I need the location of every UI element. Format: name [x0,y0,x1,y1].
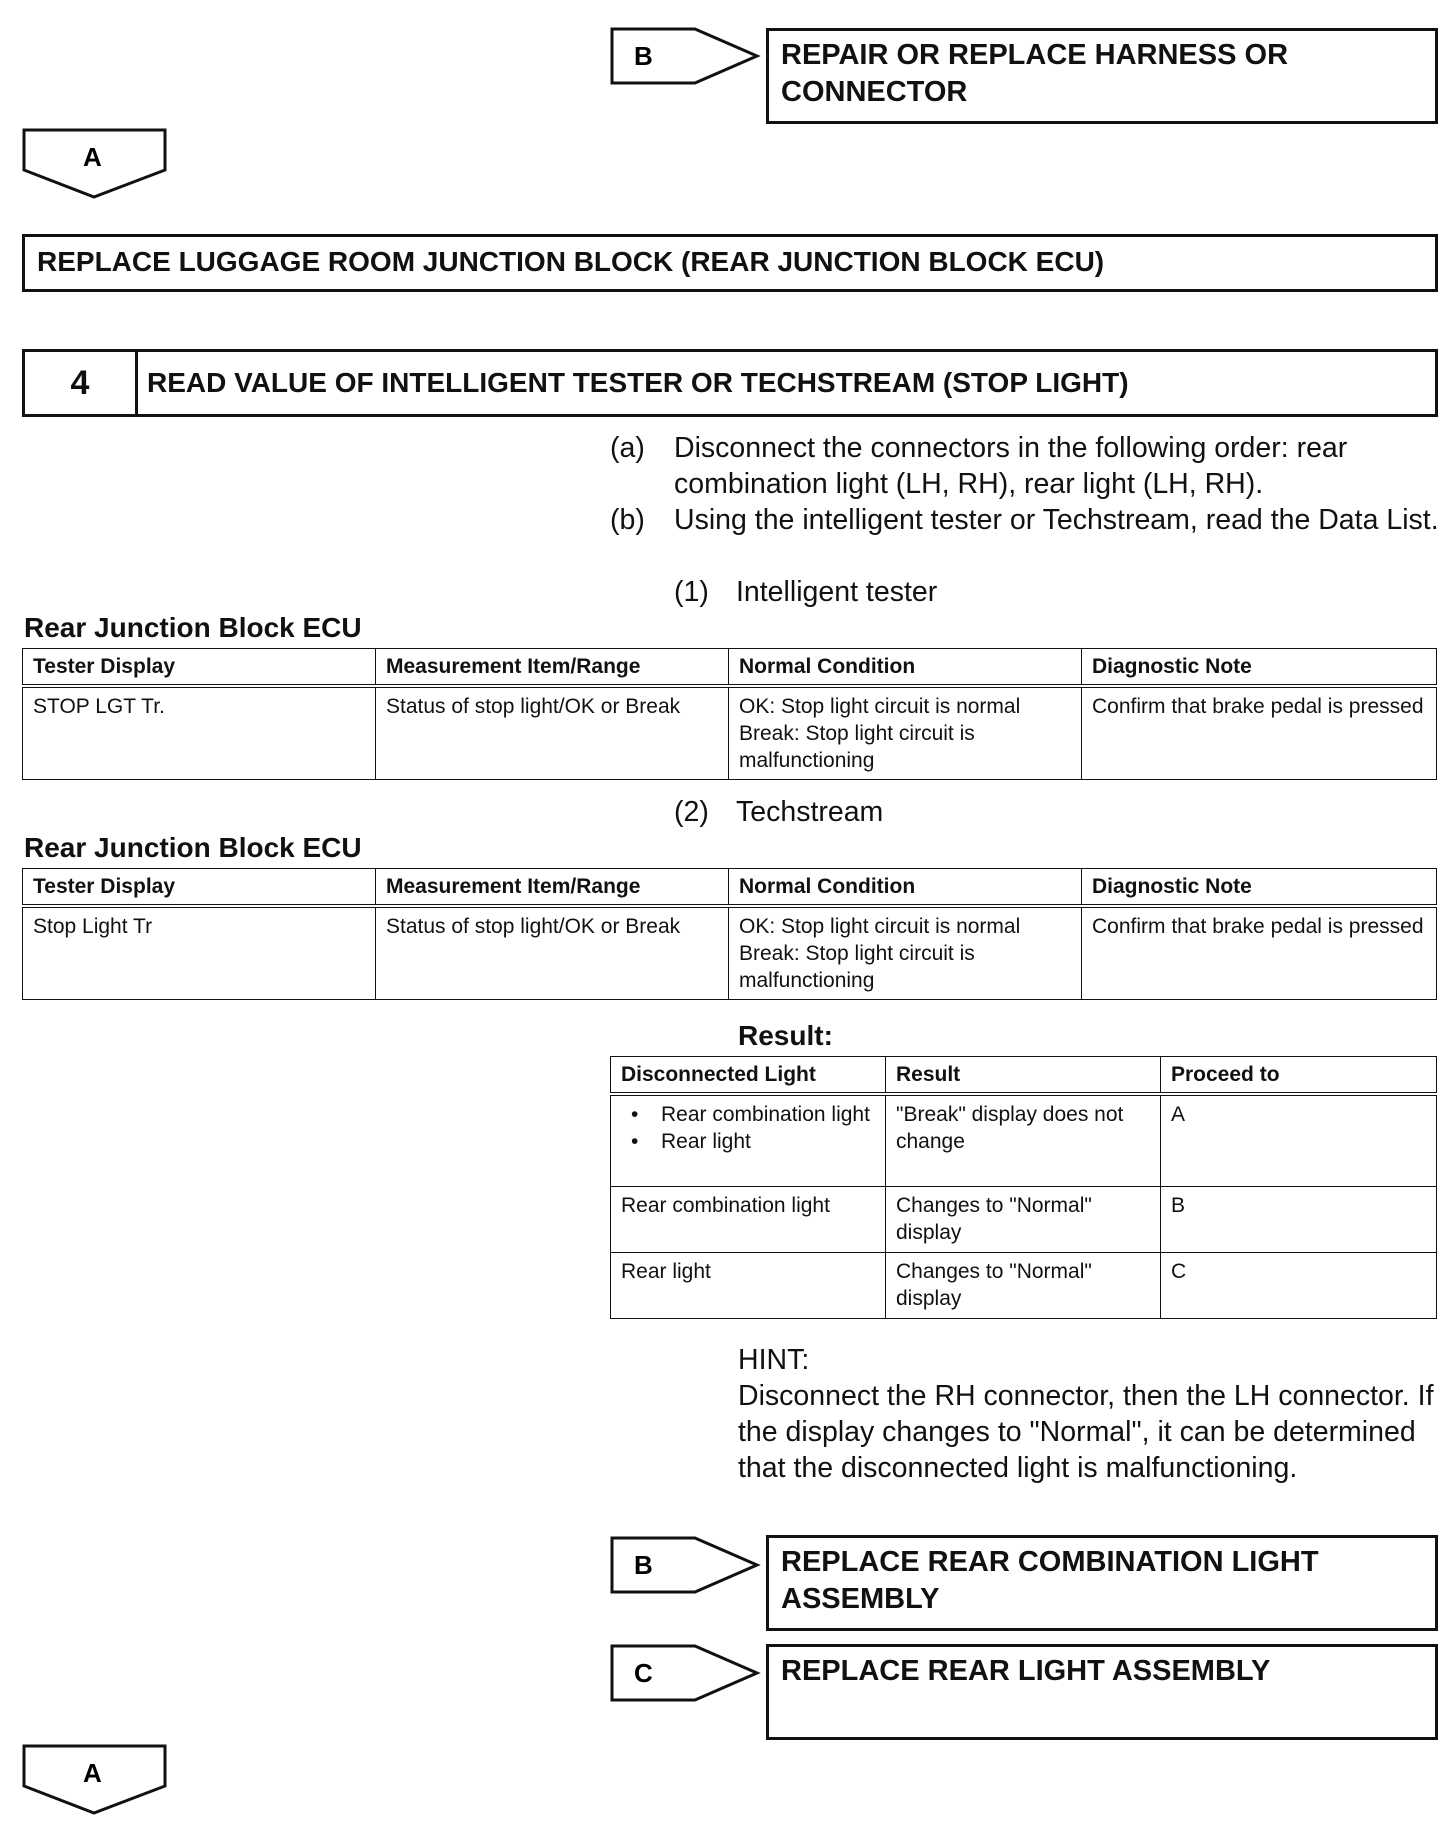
action-replace-rear-combination-light [766,1535,1438,1631]
branch-arrow-b-label: B [634,1550,653,1580]
action-repair-harness [766,28,1438,124]
branch-arrow-b [610,1536,760,1594]
action-replace-rear-combination-light-text: REPLACE REAR COMBINATION LIGHT ASSEMBLY [781,1546,1319,1615]
table2-cell-normal [729,906,1082,1000]
table1-header: Diagnostic Note [1082,649,1437,687]
table2-header: Measurement Item/Range [376,869,729,907]
hint-text: Disconnect the RH connector, then the LH connector. If the display changes to "Normal", it can be determined that the disconnected light is malfunctioning. [738,1380,1434,1484]
result-cell-result: "Break" display does not change [886,1094,1161,1186]
step-instruction-b-text: Using the intelligent tester or Techstream, read the Data List. [674,504,1439,536]
table2-cell-note: Confirm that brake pedal is pressed [1082,906,1437,1000]
sub-instruction-1 [674,574,1374,610]
step-instruction-a [610,430,1440,502]
table2-header: Normal Condition [729,869,1082,907]
result-cell-proceed: C [1161,1252,1437,1318]
result-table [610,1056,1437,1319]
list-item: • Rear light [621,1128,875,1155]
list-item: • Rear combination light [621,1101,875,1128]
step-instruction-a-text: Disconnect the connectors in the following order: rear combination light (LH, RH), rear light (LH, RH). [674,432,1348,500]
step-number: 4 [25,352,138,414]
result-header: Proceed to [1161,1057,1437,1095]
result-header-row [611,1057,1437,1095]
action-replace-junction-block-text: REPLACE LUGGAGE ROOM JUNCTION BLOCK (REAR JUNCTION BLOCK ECU) [37,246,1105,277]
table1-header: Tester Display [23,649,376,687]
continue-arrow-a-bottom [22,1744,168,1816]
step-instruction-b-label: (b) [610,504,645,536]
table1-cell-tester-display: STOP LGT Tr. [23,686,376,780]
table2-cell-measurement: Status of stop light/OK or Break [376,906,729,1000]
table1-caption: Rear Junction Block ECU [24,612,362,643]
action-replace-rear-light [766,1644,1438,1740]
result-cell-light: Rear combination light [611,1186,886,1252]
continue-arrow-a-bottom-label: A [83,1758,102,1788]
table1-cell-normal [729,686,1082,780]
sub-instruction-2 [674,794,1374,830]
continue-arrow-a-top [22,128,168,200]
sub-instruction-2-label: (2) [674,796,709,828]
step-instruction-a-label: (a) [610,432,645,464]
table1-normal-break: Break: Stop light circuit is malfunctioning [739,722,975,772]
table2-normal-ok: OK: Stop light circuit is normal [739,915,1021,938]
table-row [611,1186,1437,1252]
result-cell-result: Changes to "Normal" display [886,1186,1161,1252]
table1-cell-measurement: Status of stop light/OK or Break [376,686,729,780]
table2-cell-tester-display: Stop Light Tr [23,906,376,1000]
result-cell-proceed: A [1161,1094,1437,1186]
result-cell-light [611,1094,886,1186]
sub-instruction-1-label: (1) [674,576,709,608]
step-title: READ VALUE OF INTELLIGENT TESTER OR TECHSTREAM (STOP LIGHT) [147,367,1129,398]
table2-header-row [23,869,1437,907]
table1-header: Normal Condition [729,649,1082,687]
branch-arrow-c-label: C [634,1658,653,1688]
result-cell-result: Changes to "Normal" display [886,1252,1161,1318]
result-light-list [621,1101,875,1155]
table-row [23,686,1437,780]
table1-cell-note: Confirm that brake pedal is pressed [1082,686,1437,780]
action-replace-rear-light-text: REPLACE REAR LIGHT ASSEMBLY [781,1655,1271,1687]
table1-header: Measurement Item/Range [376,649,729,687]
table1 [22,648,1437,780]
table1-normal-ok: OK: Stop light circuit is normal [739,695,1021,718]
result-header: Disconnected Light [611,1057,886,1095]
table2 [22,868,1437,1000]
action-replace-junction-block [22,234,1438,292]
table-row [611,1252,1437,1318]
continue-arrow-a-top-label: A [83,142,102,172]
result-heading: Result: [738,1020,833,1051]
table1-header-row [23,649,1437,687]
branch-arrow-b-top [610,27,760,85]
step-instruction-b [610,502,1440,538]
hint-title: HINT: [738,1344,810,1376]
branch-arrow-c [610,1644,760,1702]
table2-header: Tester Display [23,869,376,907]
hint-block [738,1342,1438,1486]
table2-normal-break: Break: Stop light circuit is malfunctioning [739,942,975,992]
result-cell-proceed: B [1161,1186,1437,1252]
step-header [22,349,1438,417]
table-row [611,1094,1437,1186]
result-cell-light: Rear light [611,1252,886,1318]
sub-instruction-2-text: Techstream [736,796,884,828]
table2-header: Diagnostic Note [1082,869,1437,907]
table2-caption: Rear Junction Block ECU [24,832,362,863]
sub-instruction-1-text: Intelligent tester [736,576,938,608]
table-row [23,906,1437,1000]
result-header: Result [886,1057,1161,1095]
action-repair-harness-text: REPAIR OR REPLACE HARNESS OR CONNECTOR [781,39,1289,108]
branch-arrow-b-top-label: B [634,41,653,71]
